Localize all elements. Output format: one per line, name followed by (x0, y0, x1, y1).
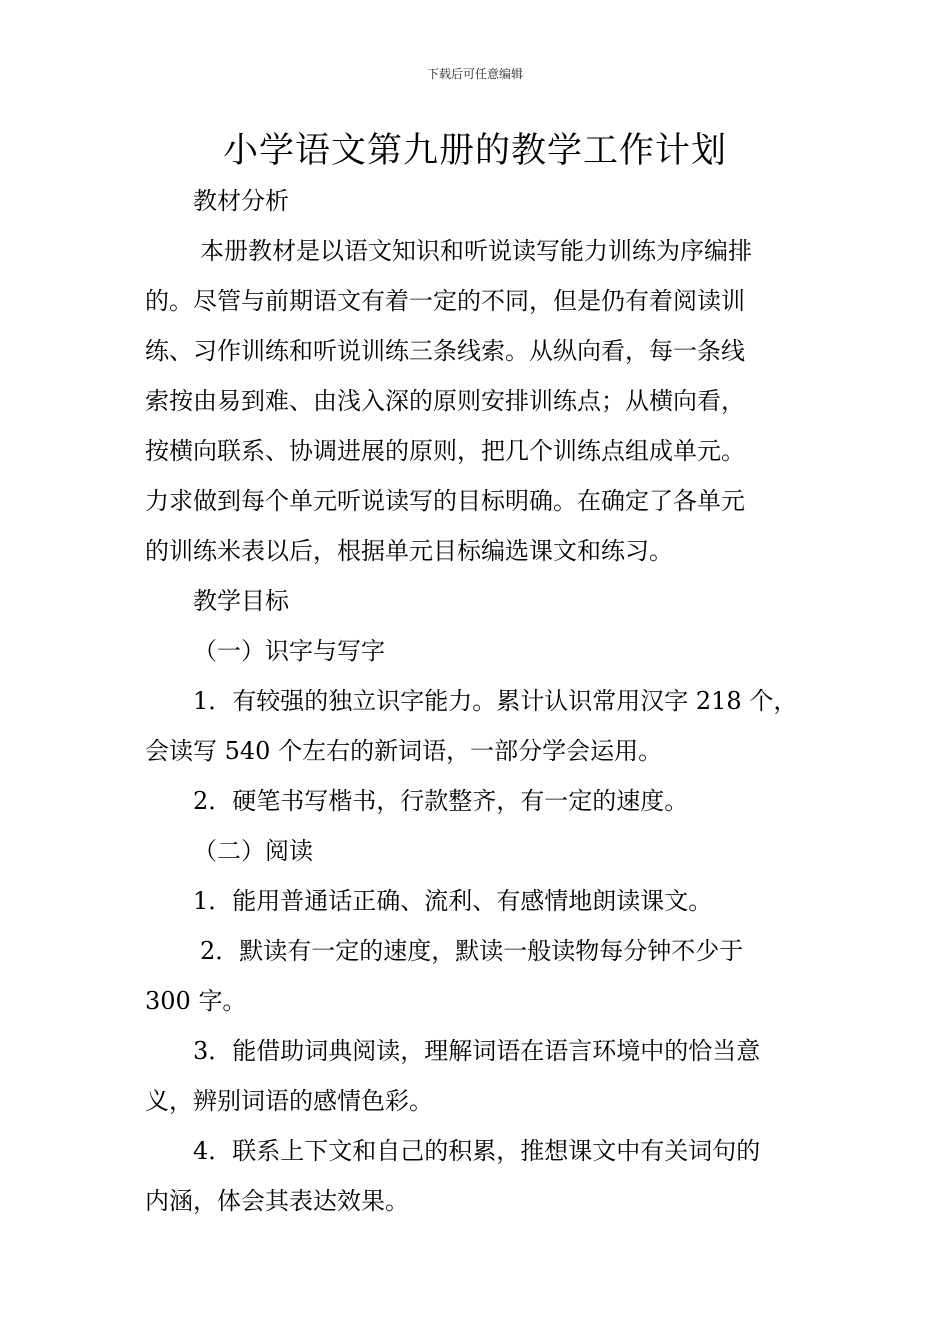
text-line: 的训练米表以后，根据单元目标编选课文和练习。 (145, 537, 673, 565)
text-line: （一）识字与写字 (193, 637, 385, 665)
text-line: 300 字。 (145, 987, 247, 1015)
text-line: 按横向联系、协调进展的原则，把几个训练点组成单元。 (145, 437, 745, 465)
document-title: 小学语文第九册的教学工作计划 (222, 131, 727, 171)
document-body (145, 176, 831, 1226)
header-note: 下载后可任意编辑 (426, 67, 523, 81)
text-line: 的。尽管与前期语文有着一定的不同，但是仍有着阅读训 (145, 287, 745, 315)
text-line: 力求做到每个单元听说读写的目标明确。在确定了各单元 (145, 487, 745, 515)
text-line: 本册教材是以语文知识和听说读写能力训练为序编排 (200, 237, 752, 265)
text-line: 2．硬笔书写楷书，行款整齐，有一定的速度。 (193, 787, 689, 815)
text-line: 会读写 540 个左右的新词语，一部分学会运用。 (145, 737, 663, 765)
text-line: 教学目标 (193, 587, 289, 615)
text-line: 练、习作训练和听说训练三条线索。从纵向看，每一条线 (145, 337, 745, 365)
text-line: （二）阅读 (193, 837, 313, 865)
text-line: 索按由易到难、由浅入深的原则安排训练点；从横向看， (145, 387, 745, 415)
text-line: 4．联系上下文和自己的积累，推想课文中有关词句的 (193, 1137, 761, 1165)
text-line: 义，辨别词语的感情色彩。 (145, 1087, 433, 1115)
text-line: 1．能用普通话正确、流利、有感情地朗读课文。 (193, 887, 713, 915)
text-line: 1．有较强的独立识字能力。累计认识常用汉字 218 个， (193, 687, 798, 715)
text-line: 3．能借助词典阅读，理解词语在语言环境中的恰当意 (193, 1037, 761, 1065)
text-line: 内涵，体会其表达效果。 (145, 1187, 409, 1215)
text-line: 教材分析 (193, 187, 289, 215)
text-line: 2．默读有一定的速度，默读一般读物每分钟不少于 (200, 937, 744, 965)
